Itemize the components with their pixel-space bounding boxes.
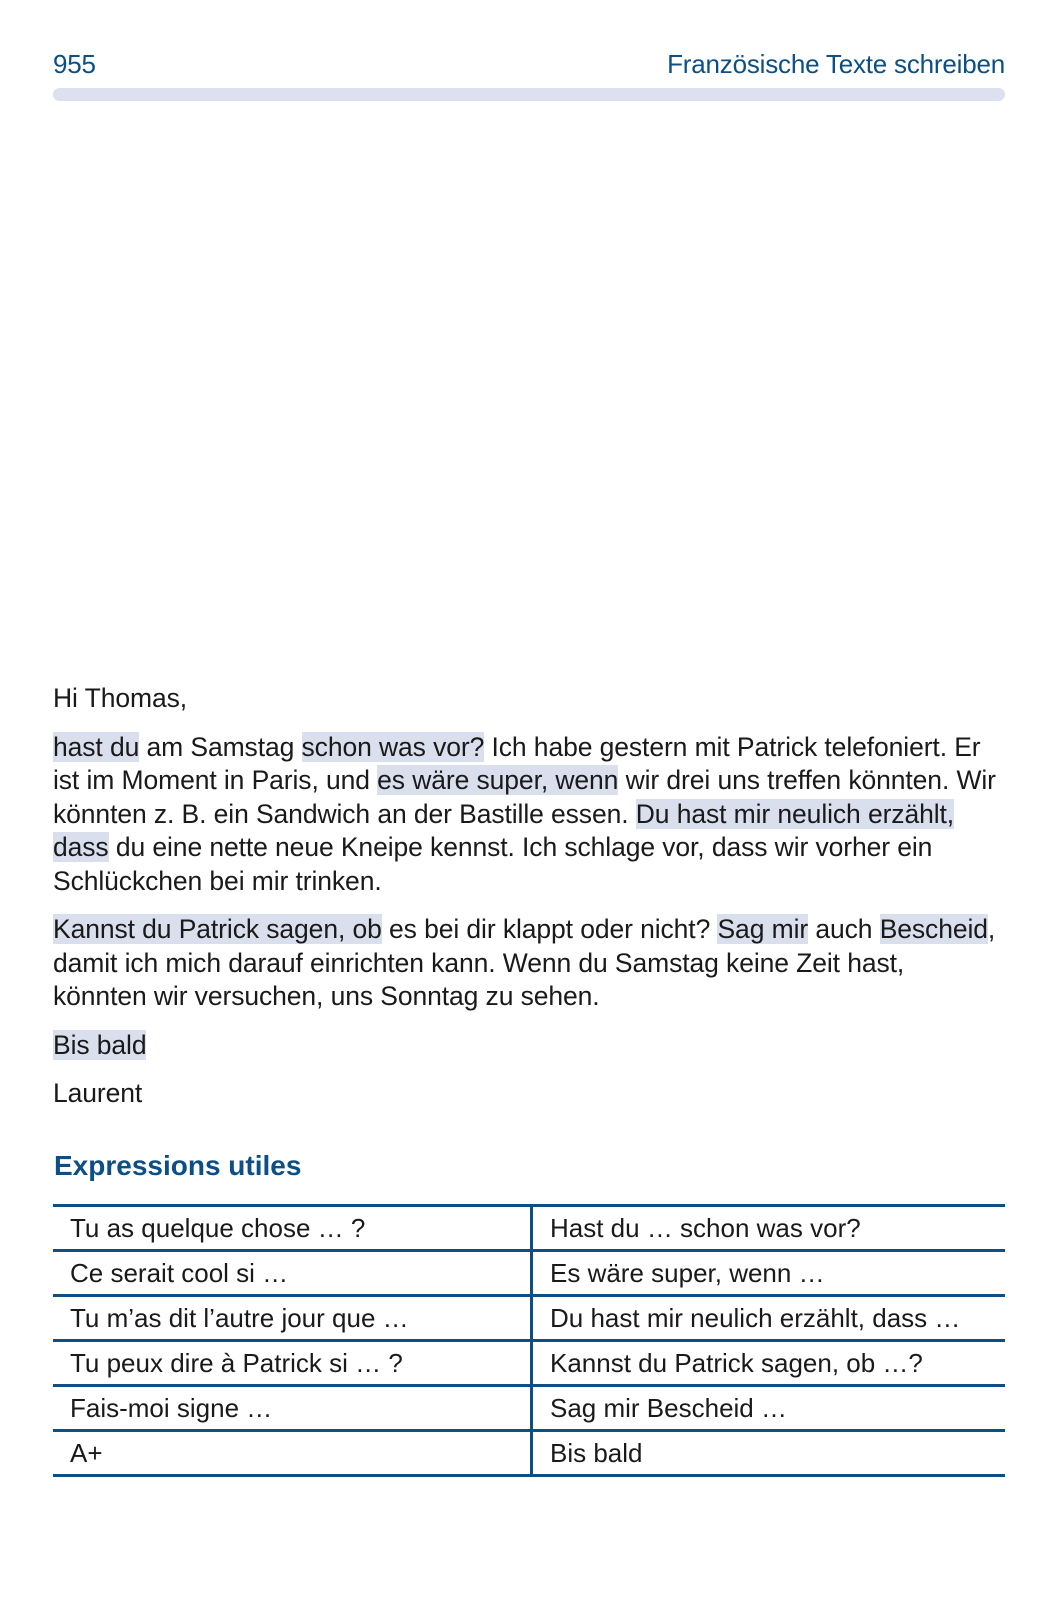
highlighted-phrase: hast du <box>53 731 140 762</box>
highlighted-phrase: Bescheid <box>879 914 988 944</box>
letter-closing <box>53 1029 1005 1063</box>
table-row <box>53 1251 1005 1296</box>
highlighted-phrase: schon was vor? <box>301 731 485 762</box>
highlighted-phrase: Sag mir <box>717 914 809 944</box>
text-segment: wir drei uns treffen könnten. Wir könnten z. B. ein Sandwich an der Bastille essen. <box>53 765 996 829</box>
header-divider-bar <box>53 88 1005 101</box>
german-expression: Sag mir Bescheid … <box>532 1386 1006 1431</box>
german-expression: Bis bald <box>532 1431 1006 1476</box>
table-row <box>53 1341 1005 1386</box>
section-title: Französische Texte schreiben <box>667 49 1005 79</box>
french-expression: Fais-moi signe … <box>53 1386 532 1431</box>
text-segment: , damit ich mich darauf einrichten kann. Wenn du Samstag keine Zeit hast, könnten wir versuchen, uns Sonntag zu sehen. <box>53 914 996 1011</box>
letter-signature: Laurent <box>53 1078 143 1108</box>
french-expression: Tu as quelque chose … ? <box>53 1206 532 1251</box>
highlighted-phrase: Du hast mir neulich erzählt, dass <box>53 798 955 862</box>
table-row <box>53 1431 1005 1476</box>
table-row <box>53 1206 1005 1251</box>
highlighted-phrase: es wäre super, wenn <box>377 765 619 795</box>
closing-highlight: Bis bald <box>53 1029 147 1060</box>
french-expression: A+ <box>53 1431 532 1476</box>
text-segment: Ich habe gestern mit Patrick telefoniert. Er ist im Moment in Paris, und <box>53 731 981 795</box>
letter-greeting: Hi Thomas, <box>53 683 187 713</box>
french-expression: Tu peux dire à Patrick si … ? <box>53 1341 532 1386</box>
text-segment: auch <box>808 914 880 944</box>
sample-letter <box>53 682 1005 1126</box>
letter-paragraph-1 <box>53 731 1005 899</box>
german-expression: Hast du … schon was vor? <box>532 1206 1006 1251</box>
french-expression: Tu m’as dit l’autre jour que … <box>53 1296 532 1341</box>
text-segment: du eine nette neue Kneipe kennst. Ich schlage vor, dass wir vorher ein Schlückchen bei mir trinken. <box>53 832 933 896</box>
text-segment: am Samstag <box>139 731 302 762</box>
table-row <box>53 1386 1005 1431</box>
expressions-heading: Expressions utiles <box>54 1150 302 1181</box>
page-header <box>53 44 1005 80</box>
page-number: 955 <box>53 49 96 79</box>
highlighted-phrase: Kannst du Patrick sagen, ob <box>53 914 382 944</box>
german-expression: Du hast mir neulich erzählt, dass … <box>532 1296 1006 1341</box>
french-expression: Ce serait cool si … <box>53 1251 532 1296</box>
german-expression: Es wäre super, wenn … <box>532 1251 1006 1296</box>
letter-paragraph-2 <box>53 913 1005 1014</box>
table-row <box>53 1296 1005 1341</box>
text-segment: es bei dir klappt oder nicht? <box>381 914 718 944</box>
german-expression: Kannst du Patrick sagen, ob …? <box>532 1341 1006 1386</box>
expressions-table <box>53 1204 1005 1477</box>
